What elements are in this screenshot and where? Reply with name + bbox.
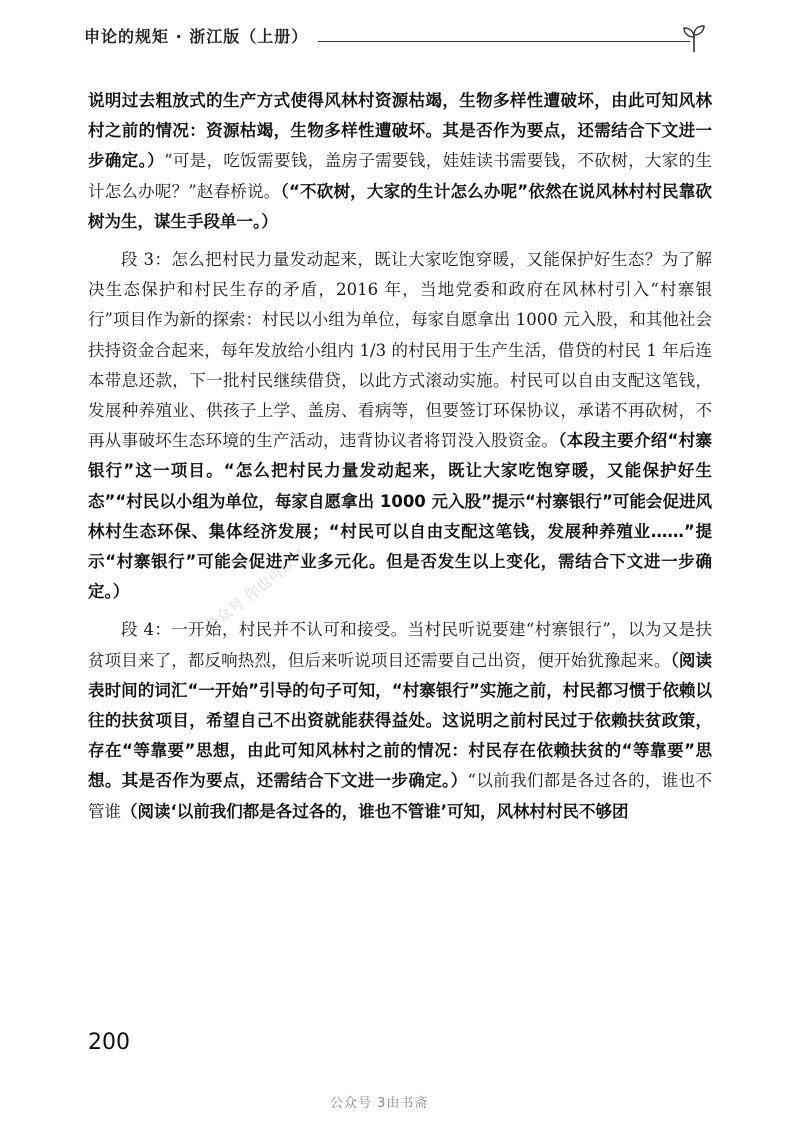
annotation: （“不砍树，大家的生计怎么办呢”依然在说风林村村民靠砍树为生，谋生手段单一。） — [88, 181, 712, 231]
quote-text: “可是，吃饭需要钱，盖房子需要钱，娃娃读书需要钱，不砍树，大家的生计怎么办呢？”赵春桥说。 — [88, 151, 713, 201]
annotation: （阅读表时间的词汇“一开始”引导的句子可知，“村寨银行”实施之前，村民都习惯于依赖以往的扶贫项目，希望自己不出资就能获得益处。这说明之前村民过于依赖扶贫政策，存在“等靠要”思想，由此可知风林村之前的情况：村民存在依赖扶贫的“等靠要”思想。其是否作为要点，还需结合下文进一步确定。） — [88, 650, 713, 791]
paragraph-text: 段 4：一开始，村民并不认可和接受。当村民听说要建“村寨银行”，以为又是扶贫项目来了，都反响热烈，但后来听说项目还需要自己出资，便开始犹豫起来。 — [88, 620, 712, 670]
header-rule — [318, 41, 690, 42]
sprout-icon — [682, 24, 706, 54]
annotation: （本段主要介绍“村寨银行”这一项目。“怎么把村民力量发动起来，既让大家吃饱穿暖，又能保护好生态”“村民以小组为单位，每家自愿拿出 1000 元入股”提示“村寨银行”可能会促进风林村生态环保、集体经济发展；“村民可以自由支配这笔钱，发展种养殖业……”提示“村寨银行”可能会促进产业多元化。但是否发生以上变化，需结合下文进一步确定。） — [88, 431, 712, 602]
paragraph-4 — [88, 615, 712, 826]
quote-text: “以前我们都是各过各的，谁也不管谁 — [88, 771, 713, 821]
page-number: 200 — [88, 1030, 130, 1055]
footer-watermark: 公众号 3由书斋 — [330, 1096, 429, 1111]
paragraph-text: 段 3：怎么把村民力量发动起来，既让大家吃饱穿暖，又能保护好生态？为了解决生态保护和村民生存的矛盾，2016 年，当地党委和政府在风林村引入“村寨银行”项目作为新的探索：村民以小组为单位，每家自愿拿出 1000 元入股，和其他社会扶持资金合起来，每年发放给小组内 1/3 的村民用于生产生活，借贷的村民 1 年后连本带息还款，下一批村民继续借贷，以此方式滚动实施。村民可以自由支配这笔钱，发展种养殖业、供孩子上学、盖房、看病等，但要签订环保协议，承诺不再砍树，不再从事破坏生态环境的生产活动，违背协议者将罚没入股资金。 — [88, 250, 712, 451]
diagonal-watermark: 公众号 你也可以考 — [201, 544, 311, 636]
paragraph-continuation — [88, 86, 712, 237]
body-text — [88, 86, 712, 827]
annotation: 说明过去粗放式的生产方式使得风林村资源枯竭，生物多样性遭破坏，由此可知风林村之前的情况：资源枯竭，生物多样性遭破坏。其是否作为要点，还需结合下文进一步确定。） — [88, 91, 712, 171]
paragraph-3 — [88, 245, 712, 607]
annotation: （阅读‘以前我们都是各过各的，谁也不管谁’可知，风林村村民不够团 — [121, 801, 629, 821]
running-header — [84, 22, 724, 52]
book-title: 申论的规矩 · 浙江版（上册） — [84, 27, 309, 46]
